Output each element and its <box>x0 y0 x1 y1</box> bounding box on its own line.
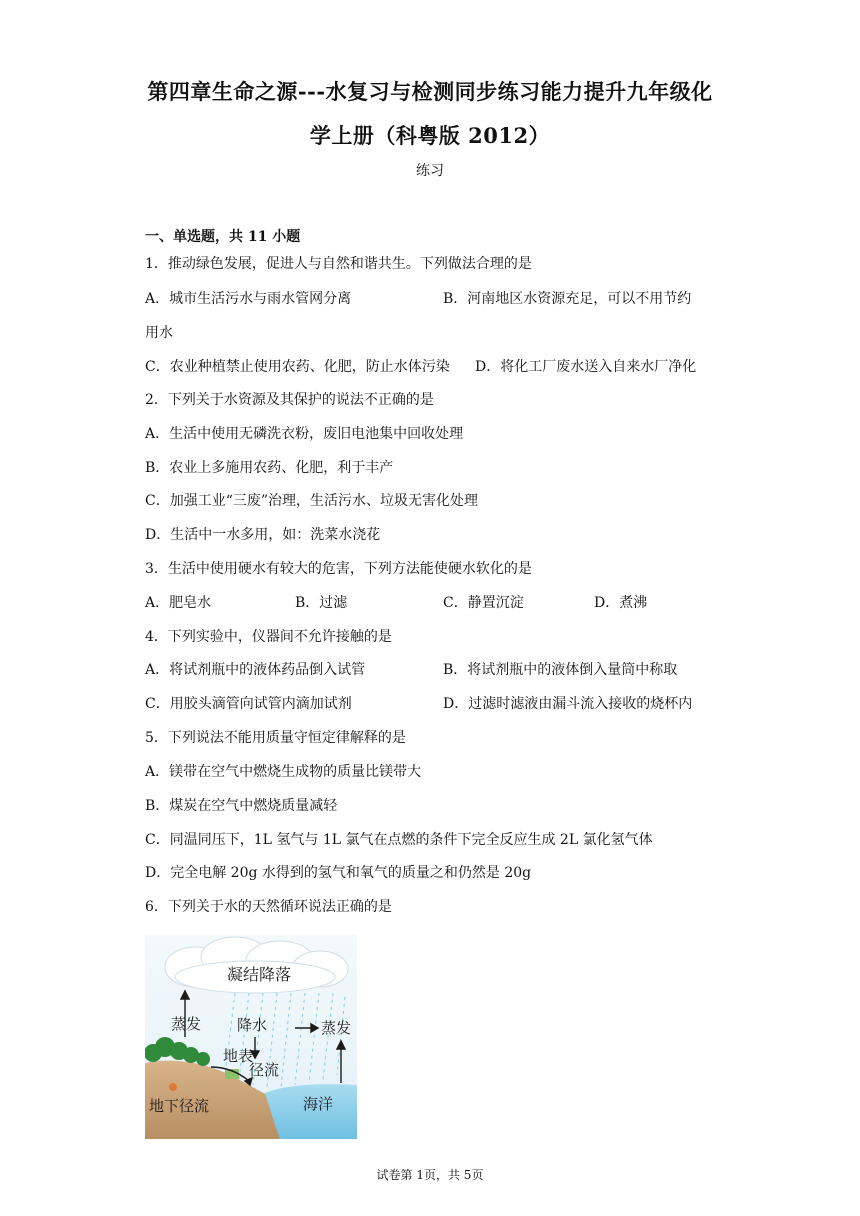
question-1-option-b-continued: 用水 <box>145 325 173 341</box>
question-1-option-d: D．将化工厂废水送入自来水厂净化 <box>475 359 697 375</box>
question-1-option-a: A．城市生活污水与雨水管网分离 <box>145 291 352 307</box>
label-surface: 地表 <box>223 1047 254 1065</box>
question-3-stem: 3．生活中使用硬水有较大的危害，下列方法能使硬水软化的是 <box>145 561 532 577</box>
question-1-option-b: B．河南地区水资源充足，可以不用节约 <box>443 291 692 307</box>
question-2-option-b: B．农业上多施用农药、化肥，利于丰产 <box>145 460 394 476</box>
question-4-option-b: B．将试剂瓶中的液体倒入量筒中称取 <box>443 662 678 678</box>
plant-dot <box>169 1083 177 1091</box>
question-3-option-d: D．煮沸 <box>594 595 648 611</box>
question-5-option-a: A．镁带在空气中燃烧生成物的质量比镁带大 <box>145 764 422 780</box>
page-subtitle: 练习 <box>416 163 444 179</box>
question-3-option-b: B．过滤 <box>295 595 348 611</box>
label-runoff: 径流 <box>249 1061 280 1079</box>
question-4-stem: 4．下列实验中，仪器间不允许接触的是 <box>145 629 392 645</box>
question-4-option-d: D．过滤时滤液由漏斗流入接收的烧杯内 <box>443 696 693 712</box>
question-2-option-c: C．加强工业“三废”治理，生活污水、垃圾无害化处理 <box>145 493 479 509</box>
question-5-option-b: B．煤炭在空气中燃烧质量减轻 <box>145 798 338 814</box>
label-condense: 凝结降落 <box>227 965 292 984</box>
question-5-stem: 5．下列说法不能用质量守恒定律解释的是 <box>145 730 406 746</box>
question-4-option-c: C．用胶头滴管向试管内滴加试剂 <box>145 696 352 712</box>
question-6-stem: 6．下列关于水的天然循环说法正确的是 <box>145 899 392 915</box>
question-2-stem: 2．下列关于水资源及其保护的说法不正确的是 <box>145 392 434 408</box>
question-2-option-a: A．生活中使用无磷洗衣粉，废旧电池集中回收处理 <box>145 426 464 442</box>
question-3-option-c: C．静置沉淀 <box>443 595 524 611</box>
label-underground-runoff: 地下径流 <box>149 1097 210 1115</box>
label-ocean: 海洋 <box>303 1095 334 1113</box>
question-1-option-c: C．农业种植禁止使用农药、化肥，防止水体污染 <box>145 359 450 375</box>
question-3-option-a: A．肥皂水 <box>145 595 212 611</box>
question-1-stem: 1．推动绿色发展，促进人与自然和谐共生。下列做法合理的是 <box>145 256 532 272</box>
page-footer: 试卷第 1页，共 5页 <box>376 1168 484 1182</box>
water-cycle-diagram <box>145 935 357 1139</box>
label-precipitation: 降水 <box>237 1016 268 1034</box>
section-heading: 一、单选题，共 11 小题 <box>145 229 301 245</box>
question-4-option-a: A．将试剂瓶中的液体药品倒入试管 <box>145 662 366 678</box>
question-5-option-d: D．完全电解 20g 水得到的氢气和氧气的质量之和仍然是 20g <box>145 865 532 881</box>
page-title-line2: 学上册（科粤版 2012） <box>309 123 551 148</box>
label-evaporation-left: 蒸发 <box>171 1015 202 1033</box>
label-evaporation-right: 蒸发 <box>321 1019 352 1037</box>
question-5-option-c: C．同温同压下，1L 氢气与 1L 氯气在点燃的条件下完全反应生成 2L 氯化氢气体 <box>145 832 653 848</box>
question-2-option-d: D．生活中一水多用，如：洗菜水浇花 <box>145 527 381 543</box>
page-title-line1: 第四章生命之源---水复习与检测同步练习能力提升九年级化 <box>147 79 713 104</box>
